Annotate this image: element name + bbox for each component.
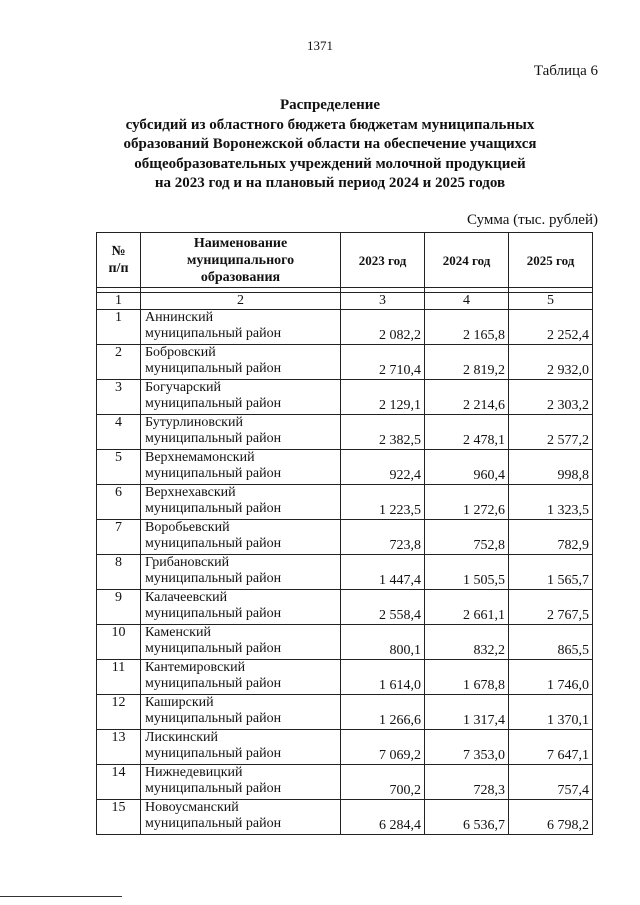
municipality-name-line2: муниципальный район: [145, 536, 282, 551]
municipality-name-line1: Воробьевский: [145, 520, 230, 535]
row-number: 2: [97, 345, 141, 380]
municipality-name-line1: Кантемировский: [145, 660, 246, 675]
value-2023: 2 082,2: [341, 310, 425, 345]
municipality-name: [141, 660, 341, 695]
value-2023: 922,4: [341, 450, 425, 485]
municipality-name-line2: муниципальный район: [145, 676, 282, 691]
value-2025: 1 323,5: [509, 485, 593, 520]
row-number: 6: [97, 485, 141, 520]
header-2025: 2025 год: [509, 233, 593, 288]
row-number: 14: [97, 765, 141, 800]
header-2024: 2024 год: [425, 233, 509, 288]
municipality-name-line2: муниципальный район: [145, 501, 282, 516]
municipality-name-line1: Богучарский: [145, 380, 222, 395]
value-2023: 700,2: [341, 765, 425, 800]
title-line: общеобразовательных учреждений молочной продукцией: [134, 155, 526, 172]
table-row: [97, 765, 593, 800]
municipality-name-line2: муниципальный район: [145, 781, 282, 796]
value-2023: 1 266,6: [341, 695, 425, 730]
value-2024: 1 317,4: [425, 695, 509, 730]
municipality-name-line1: Калачеевский: [145, 590, 228, 605]
row-number: 9: [97, 590, 141, 625]
table-row: [97, 730, 593, 765]
value-2025: 7 647,1: [509, 730, 593, 765]
row-number: 13: [97, 730, 141, 765]
municipality-name-line1: Грибановский: [145, 555, 230, 570]
municipality-name: [141, 415, 341, 450]
table-row: [97, 625, 593, 660]
municipality-name-line2: муниципальный район: [145, 326, 282, 341]
municipality-name-line1: Нижнедевицкий: [145, 765, 243, 780]
page-number: 1371: [307, 38, 333, 53]
value-2025: 757,4: [509, 765, 593, 800]
value-2024: 1 272,6: [425, 485, 509, 520]
municipality-name-line1: Новоусманский: [145, 800, 239, 815]
value-2023: 2 710,4: [341, 345, 425, 380]
municipality-name: [141, 310, 341, 345]
document-title: [60, 96, 600, 194]
municipality-name-line1: Бобровский: [145, 345, 216, 360]
value-2024: 960,4: [425, 450, 509, 485]
value-2024: 2 478,1: [425, 415, 509, 450]
value-2024: 2 819,2: [425, 345, 509, 380]
value-2024: 832,2: [425, 625, 509, 660]
value-2023: 7 069,2: [341, 730, 425, 765]
municipality-name-line1: Каширский: [145, 695, 214, 710]
row-number: 15: [97, 800, 141, 835]
value-2025: 2 932,0: [509, 345, 593, 380]
value-2024: 1 678,8: [425, 660, 509, 695]
table-row: [97, 310, 593, 345]
value-2023: 1 223,5: [341, 485, 425, 520]
municipality-name-line2: муниципальный район: [145, 746, 282, 761]
value-2024: 752,8: [425, 520, 509, 555]
value-2023: 2 558,4: [341, 590, 425, 625]
column-number: 4: [425, 293, 509, 310]
row-number: 5: [97, 450, 141, 485]
value-2025: 1 565,7: [509, 555, 593, 590]
municipality-name-line2: муниципальный район: [145, 431, 282, 446]
municipality-name-line2: муниципальный район: [145, 711, 282, 726]
value-2023: 2 129,1: [341, 380, 425, 415]
value-2025: 1 746,0: [509, 660, 593, 695]
header-name: Наименование муниципального образования: [141, 233, 341, 288]
value-2025: 2 252,4: [509, 310, 593, 345]
table-row: [97, 800, 593, 835]
row-number: 10: [97, 625, 141, 660]
municipality-name-line2: муниципальный район: [145, 606, 282, 621]
municipality-name: [141, 520, 341, 555]
footer-divider: [0, 896, 122, 897]
column-number: 3: [341, 293, 425, 310]
title-line: образований Воронежской области на обеспечение учащихся: [123, 136, 537, 152]
value-2023: 1 614,0: [341, 660, 425, 695]
value-2023: 800,1: [341, 625, 425, 660]
value-2024: 7 353,0: [425, 730, 509, 765]
municipality-name-line1: Бутурлиновский: [145, 415, 243, 430]
value-2024: 728,3: [425, 765, 509, 800]
municipality-name-line1: Каменский: [145, 625, 211, 640]
municipality-name: [141, 555, 341, 590]
value-2024: 6 536,7: [425, 800, 509, 835]
header-2023: 2023 год: [341, 233, 425, 288]
value-2024: 2 214,6: [425, 380, 509, 415]
table-row: [97, 590, 593, 625]
municipality-name-line1: Верхнемамонский: [145, 450, 255, 465]
municipality-name: [141, 380, 341, 415]
row-number: 1: [97, 310, 141, 345]
value-2023: 723,8: [341, 520, 425, 555]
municipality-name: [141, 485, 341, 520]
municipality-name: [141, 800, 341, 835]
value-2025: 2 767,5: [509, 590, 593, 625]
table-row: [97, 660, 593, 695]
table-body: [97, 310, 593, 835]
value-2023: 1 447,4: [341, 555, 425, 590]
value-2025: 1 370,1: [509, 695, 593, 730]
row-number: 3: [97, 380, 141, 415]
value-2024: 2 165,8: [425, 310, 509, 345]
value-2024: 1 505,5: [425, 555, 509, 590]
row-number: 7: [97, 520, 141, 555]
table-row: [97, 450, 593, 485]
municipality-name-line2: муниципальный район: [145, 641, 282, 656]
subsidy-table: [96, 232, 593, 835]
title-line: субсидий из областного бюджета бюджетам муниципальных: [125, 116, 535, 133]
municipality-name-line1: Верхнехавский: [145, 485, 236, 500]
municipality-name: [141, 730, 341, 765]
table-row: [97, 485, 593, 520]
table-row: [97, 695, 593, 730]
value-2025: 782,9: [509, 520, 593, 555]
column-number: 2: [141, 293, 341, 310]
table-row: [97, 555, 593, 590]
municipality-name: [141, 625, 341, 660]
municipality-name-line2: муниципальный район: [145, 361, 282, 376]
row-number: 12: [97, 695, 141, 730]
table-label: Таблица 6: [533, 63, 598, 79]
value-2024: 2 661,1: [425, 590, 509, 625]
column-number: 1: [97, 293, 141, 310]
table-row: [97, 345, 593, 380]
units-label: Сумма (тыс. рублей): [466, 212, 598, 228]
municipality-name-line2: муниципальный район: [145, 571, 282, 586]
municipality-name: [141, 590, 341, 625]
value-2023: 6 284,4: [341, 800, 425, 835]
row-number: 11: [97, 660, 141, 695]
municipality-name-line1: Лискинский: [145, 730, 218, 745]
value-2023: 2 382,5: [341, 415, 425, 450]
municipality-name-line2: муниципальный район: [145, 396, 282, 411]
table-header-row: [97, 233, 593, 288]
title-line: на 2023 год и на плановый период 2024 и 2025 годов: [154, 175, 506, 191]
column-number: 5: [509, 293, 593, 310]
municipality-name-line2: муниципальный район: [145, 816, 282, 831]
municipality-name: [141, 695, 341, 730]
value-2025: 998,8: [509, 450, 593, 485]
value-2025: 2 303,2: [509, 380, 593, 415]
value-2025: 865,5: [509, 625, 593, 660]
municipality-name-line2: муниципальный район: [145, 466, 282, 481]
row-number: 8: [97, 555, 141, 590]
municipality-name: [141, 345, 341, 380]
municipality-name: [141, 450, 341, 485]
table-row: [97, 415, 593, 450]
header-num: № п/п: [97, 233, 141, 288]
column-number-row: [97, 293, 593, 310]
table-row: [97, 520, 593, 555]
row-number: 4: [97, 415, 141, 450]
municipality-name-line1: Аннинский: [145, 310, 214, 325]
value-2025: 2 577,2: [509, 415, 593, 450]
municipality-name: [141, 765, 341, 800]
title-line: Распределение: [279, 97, 381, 113]
table-row: [97, 380, 593, 415]
value-2025: 6 798,2: [509, 800, 593, 835]
